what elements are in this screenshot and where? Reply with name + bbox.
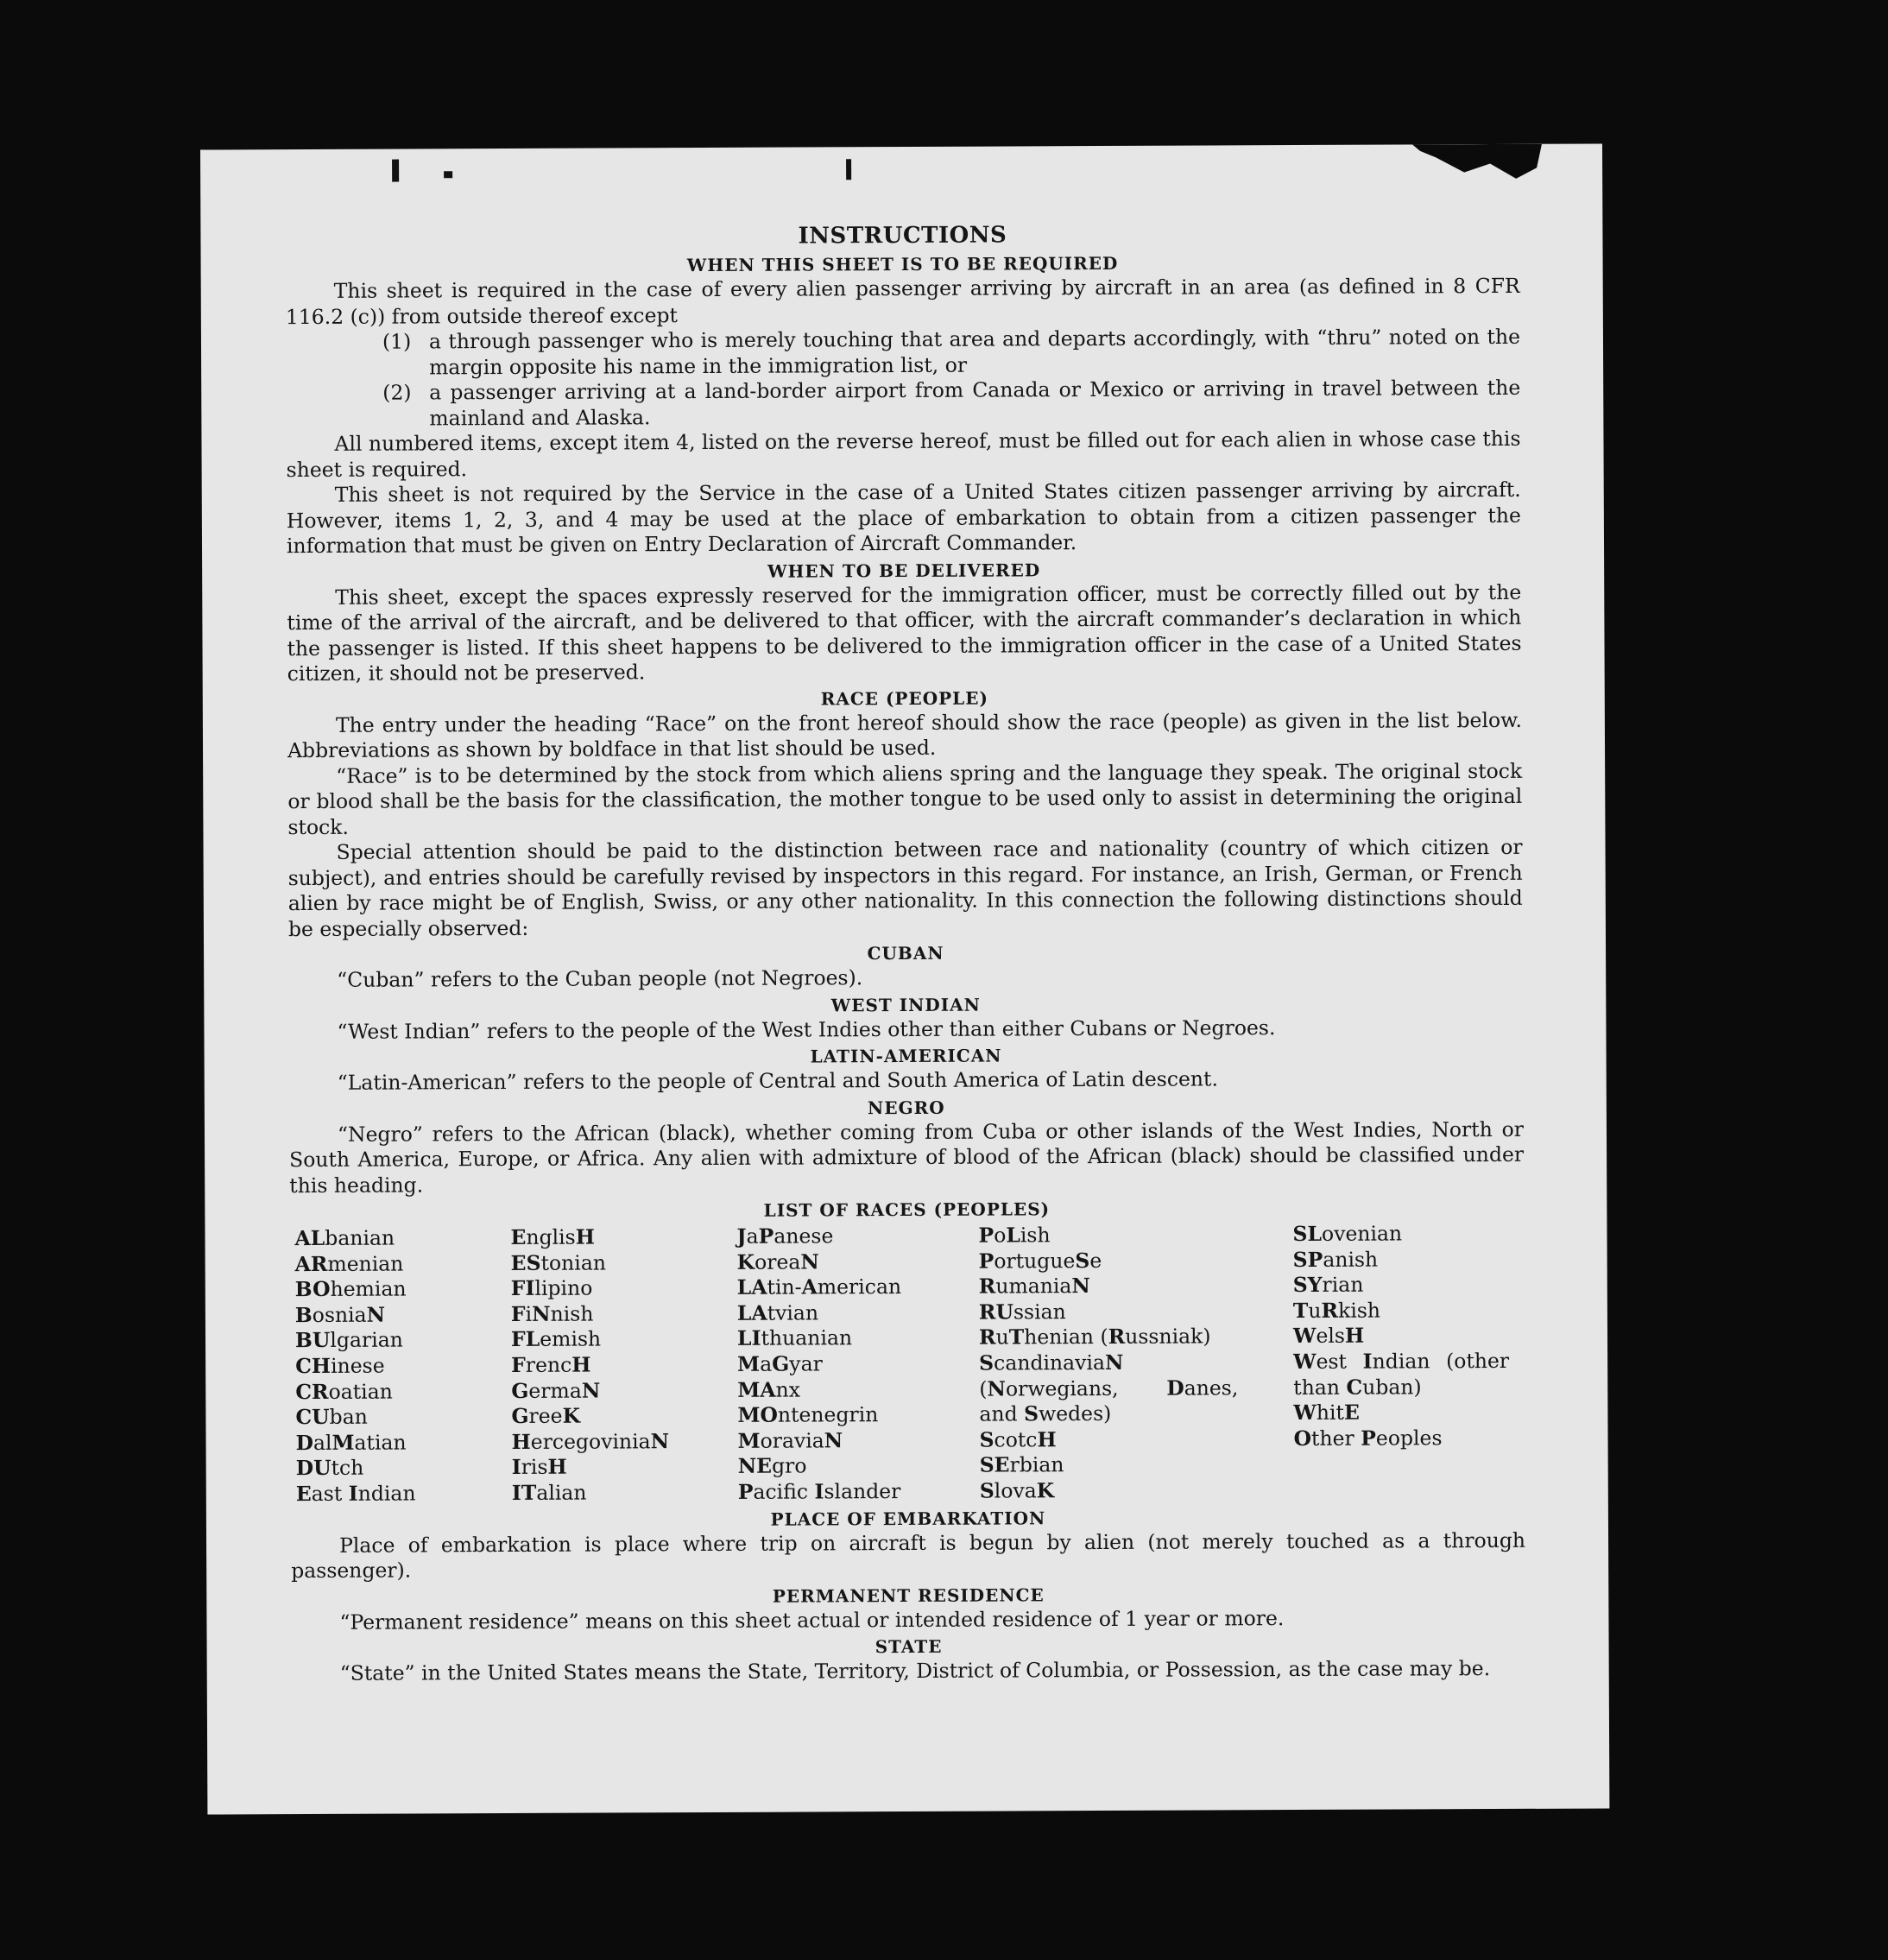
list-item: ITalian [511, 1480, 587, 1505]
list-item: ALbanian [294, 1225, 395, 1251]
list-item: FIlipino [510, 1275, 593, 1301]
item-text: a passenger arriving at a land-border airport from Canada or Mexico or arriving in travel between the mainland and Alaska. [429, 375, 1521, 430]
heading-west-indian: WEST INDIAN [830, 994, 981, 1015]
heading-when-required: WHEN THIS SHEET IS TO BE REQUIRED [686, 252, 1119, 276]
list-item: PoLish [978, 1223, 1051, 1248]
list-item: DalMatian [295, 1430, 407, 1455]
list-item: CRoatian [295, 1379, 393, 1404]
item-text: a through passenger who is merely touching that area and departs accordingly, with “thru” noted on the margin opposite his name in the immigration list, or [428, 324, 1521, 379]
paragraph: This sheet is not required by the Service in the case of a United States citizen passenger arriving by aircraft. However, items 1, 2, 3, and 4 may be used at the place of embarkation to obtain from a citizen passenger the information that must be given on Entry Declaration of Aircraft Commander. [286, 477, 1521, 559]
heading-negro: NEGRO [867, 1097, 945, 1118]
list-item: West Indian (other than Cuban) [1293, 1348, 1510, 1400]
punch-mark [392, 160, 399, 182]
heading-cuban: CUBAN [867, 942, 944, 964]
list-item: BosniaN [294, 1302, 386, 1327]
paragraph: Special attention should be paid to the distinction between race and nationality (country of which citizen or subject), and entries should be carefully revised by inspectors in this regard. For instance, an Irish, German, or French alien by race might be of English, Swiss, or any other nationality. In this connection the following distinctions should be especially observed: [287, 834, 1523, 941]
paragraph: All numbered items, except item 4, listed on the reverse hereof, must be filled out for each alien in whose case this sheet is required. [286, 426, 1521, 482]
list-item: SLovenian [1292, 1221, 1403, 1247]
list-item: LAtvian [736, 1300, 819, 1325]
list-item [286, 325, 1520, 381]
race-list [289, 1221, 1525, 1508]
list-item: NEgro [737, 1453, 807, 1479]
list-item: MaGyar [737, 1351, 823, 1376]
list-item: RumaniaN [978, 1274, 1090, 1299]
heading-latin-american: LATIN-AMERICAN [810, 1045, 1002, 1067]
list-item: CUban [295, 1404, 368, 1430]
paragraph: “Latin-American” refers to the people of Central and South America of Latin descent. [337, 1066, 1218, 1095]
heading-state: STATE [875, 1635, 943, 1658]
list-item: CHinese [295, 1353, 385, 1379]
paragraph: “Negro” refers to the African (black), whether coming from Cuba or other islands of the West Indies, North or South America, Europe, or Africa. Any alien with admixture of blood of the African (black) should be classified under this heading. [289, 1116, 1525, 1198]
punch-mark [846, 159, 851, 180]
list-item: FLemish [510, 1326, 602, 1352]
heading-when-delivered: WHEN TO BE DELIVERED [767, 559, 1041, 582]
list-item: ScotcH [979, 1426, 1057, 1452]
list-item: LIthuanian [736, 1325, 853, 1351]
heading-residence: PERMANENT RESIDENCE [772, 1584, 1045, 1607]
list-item: MoraviaN [737, 1428, 843, 1453]
item-number: (2) [382, 380, 412, 405]
race-column [510, 1224, 737, 1507]
list-item: JaPanese [736, 1223, 834, 1249]
list-item: IrisH [511, 1455, 567, 1480]
list-item: ScandinaviaN (Norwegians, Danes, and Swedes) [979, 1350, 1239, 1426]
list-item: RUssian [978, 1299, 1066, 1325]
list-item: TuRkish [1292, 1298, 1381, 1323]
list-item: MAnx [737, 1377, 800, 1402]
heading-race: RACE (PEOPLE) [820, 687, 988, 709]
list-item: SYrian [1292, 1272, 1364, 1298]
list-item: Other Peoples [1293, 1426, 1443, 1451]
paragraph: “Cuban” refers to the Cuban people (not Negroes). [337, 965, 863, 992]
race-column [736, 1223, 979, 1506]
list-item: DUtch [295, 1456, 364, 1481]
list-item: HercegoviniaN [511, 1428, 670, 1454]
race-column [978, 1222, 1293, 1504]
list-item: SErbian [979, 1452, 1064, 1477]
paragraph: This sheet, except the spaces expressly reserved for the immigration officer, must be correctly filled out by the time of the arrival of the aircraft, and be delivered to that officer, with the aircraft commander’s declaration in which the passenger is listed. If this sheet happens to be delivered to the immigration officer in the case of a United States citizen, it should not be preserved. [287, 579, 1522, 686]
paragraph: “State” in the United States means the State, Territory, District of Columbia, or Possession, as the case may be. [339, 1656, 1491, 1685]
list-item: GreeK [511, 1403, 581, 1429]
list-item: East Indian [295, 1481, 416, 1507]
list-item: WelsH [1292, 1324, 1365, 1349]
paragraph: “Permanent residence” means on this sheet actual or intended residence of 1 year or more. [339, 1605, 1285, 1634]
list-item: WhitE [1293, 1400, 1360, 1426]
paragraph: “Race” is to be determined by the stock from which aliens spring and the language they speak. The original stock or blood shall be the basis for the classification, the mother tongue to be used only to assist in determining the original stock. [287, 758, 1523, 839]
list-item: LAtin-American [736, 1274, 902, 1300]
document-page [200, 143, 1609, 1814]
race-column [1292, 1221, 1512, 1503]
list-item: ARmenian [294, 1251, 404, 1276]
heading-embarkation: PLACE OF EMBARKATION [770, 1507, 1046, 1530]
list-item: PortugueSe [978, 1248, 1102, 1274]
list-item: SlovaK [979, 1478, 1055, 1503]
document-title: INSTRUCTIONS [798, 222, 1007, 250]
list-item: EnglisH [510, 1224, 595, 1249]
list-item: SPanish [1292, 1247, 1379, 1272]
race-column [294, 1225, 511, 1508]
heading-list-of-races: LIST OF RACES (PEOPLES) [763, 1198, 1051, 1221]
paragraph: “West Indian” refers to the people of the West Indies other than either Cubans or Negroes. [337, 1015, 1276, 1044]
paragraph: Place of embarkation is place where trip on aircraft is begun by alien (not merely touched as a through passenger). [291, 1527, 1526, 1584]
list-item [286, 376, 1520, 432]
paragraph: The entry under the heading “Race” on the front hereof should show the race (people) as given in the list below. Abbreviations as shown by boldface in that list should be used. [287, 707, 1522, 763]
punch-mark [444, 171, 452, 178]
list-item: Pacific Islander [737, 1478, 901, 1504]
list-item: RuThenian (Russniak) [978, 1324, 1211, 1350]
list-item: GermaN [511, 1378, 601, 1403]
list-item: EStonian [510, 1250, 606, 1275]
paragraph: This sheet is required in the case of every alien passenger arriving by aircraft in an area (as defined in 8 CFR 116.2 (c)) from outside thereof except [285, 273, 1520, 329]
list-item: FrencH [511, 1352, 591, 1377]
list-item: KoreaN [736, 1249, 819, 1274]
torn-corner [1412, 144, 1542, 188]
list-item: MOntenegrin [737, 1402, 879, 1427]
list-item: BUlgarian [294, 1327, 403, 1353]
list-item: FiNnish [510, 1301, 594, 1326]
list-item: BOhemian [294, 1276, 407, 1302]
item-number: (1) [382, 329, 412, 354]
